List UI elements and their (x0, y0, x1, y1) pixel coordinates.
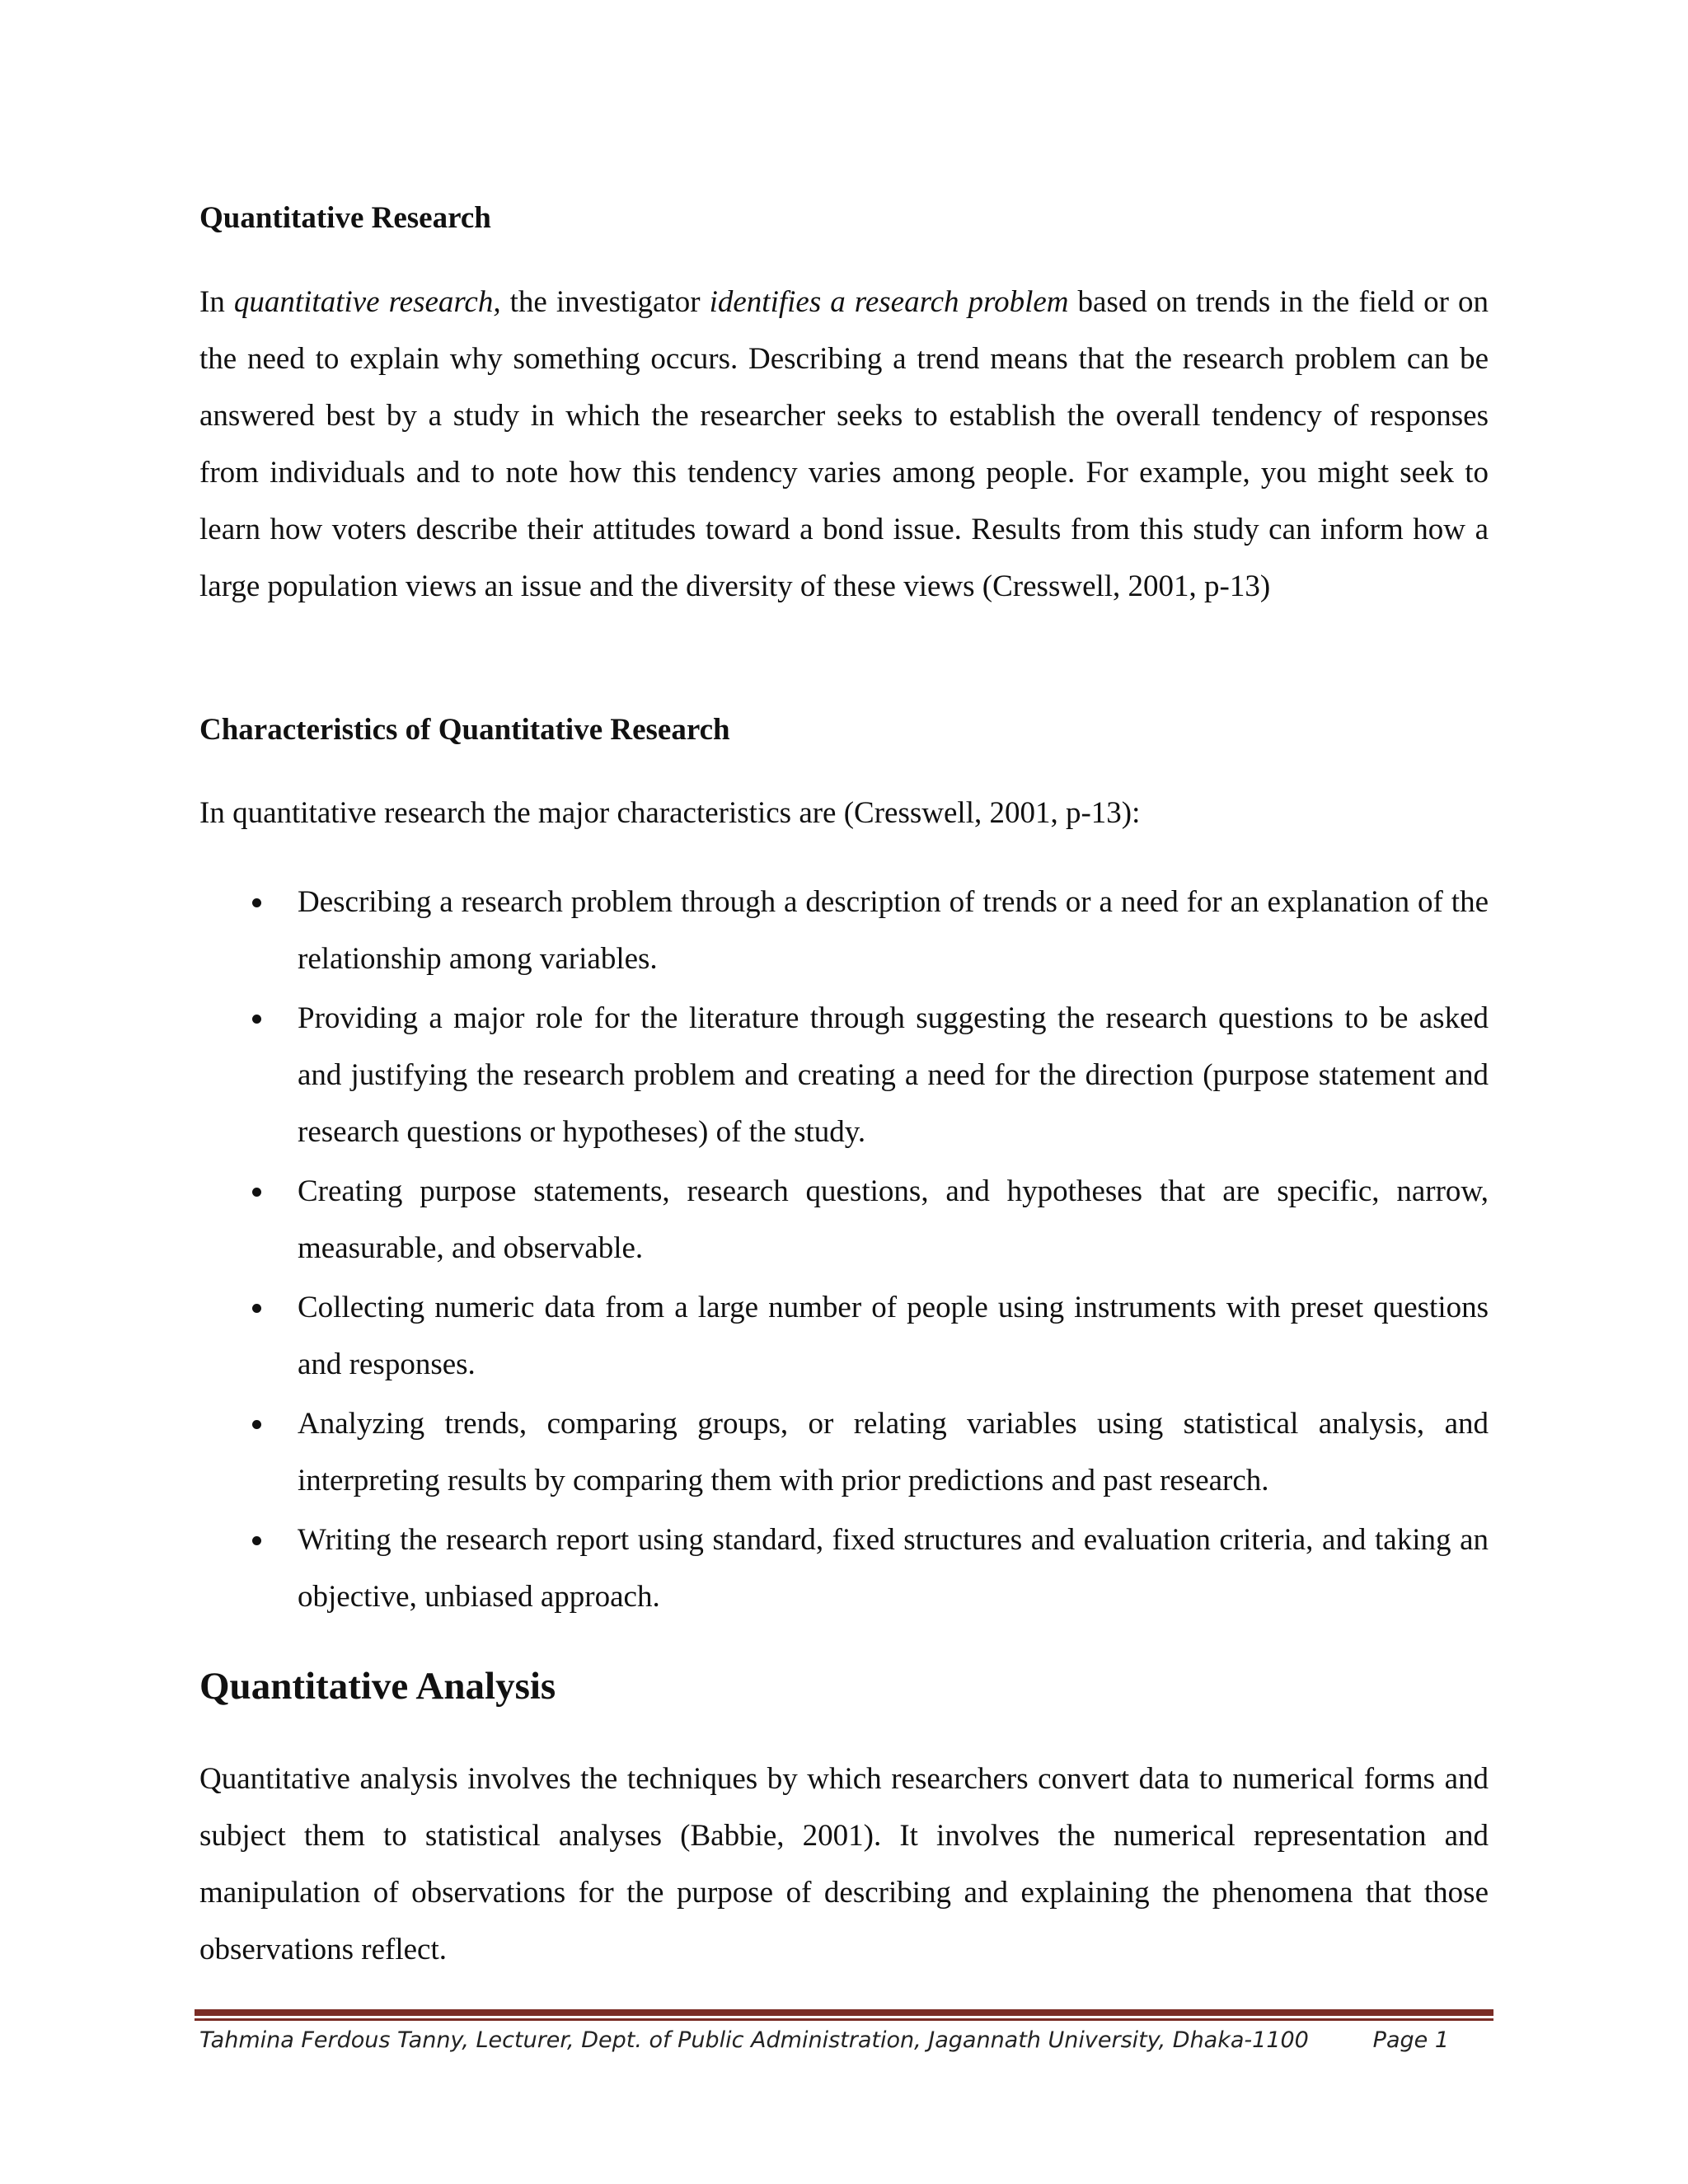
heading-quantitative-research: Quantitative Research (199, 201, 491, 235)
characteristics-intro: In quantitative research the major characteristics are (Cresswell, 2001, p-13): (199, 796, 1141, 830)
para-em-quantitative-research: quantitative research, (233, 285, 501, 319)
list-item (199, 1163, 1489, 1277)
bullet-icon (252, 1536, 261, 1545)
footer-author: Tahmina Ferdous Tanny, Lecturer, Dept. of Public Administration, Jagannath University, Dhaka-1100 (199, 2027, 1309, 2053)
bullet-icon (252, 1188, 261, 1197)
list-item (199, 990, 1489, 1160)
heading-quantitative-analysis: Quantitative Analysis (199, 1665, 556, 1708)
document-page (199, 0, 1489, 2184)
paragraph-quantitative-research (199, 274, 1489, 615)
list-item-text: Describing a research problem through a description of trends or a need for an explanation of the relationship among variables. (298, 885, 1489, 976)
para-text-2: the investigator (500, 285, 710, 319)
footer-rule-thin (195, 2018, 1493, 2021)
footer-page-number: Page 1 (1372, 2027, 1449, 2053)
paragraph-quantitative-analysis: Quantitative analysis involves the techniques by which researchers convert data to numerical forms and subject them to statistical analyses (Babbie, 2001). It involves the numerical representation and manipulation of observations for the purpose of describing and explaining the phenomena that those observations reflect. (199, 1762, 1489, 1966)
para-text-3: based on trends in the field or on the need to explain why something occurs. Describing a trend means that the research problem can be answered best by a study in which the researcher seeks to establish the overall tendency of responses from individuals and to note how this tendency varies among people. For example, you might seek to learn how voters describe their attitudes toward a bond issue. Results from this study can inform how a large population views an issue and the diversity of these views (Cresswell, 2001, p-13) (199, 285, 1489, 603)
heading-characteristics: Characteristics of Quantitative Research (199, 713, 730, 747)
para-text-1: In (199, 285, 234, 319)
list-item (199, 874, 1489, 987)
list-item-text: Writing the research report using standard, fixed structures and evaluation criteria, and taking an objective, unbiased approach. (298, 1523, 1489, 1614)
bullet-icon (252, 1015, 261, 1024)
characteristics-list (199, 874, 1489, 1628)
footer-rule-thick (195, 2009, 1493, 2016)
list-item-text: Creating purpose statements, research questions, and hypotheses that are specific, narrow, measurable, and observable. (298, 1174, 1489, 1265)
list-item (199, 1511, 1489, 1625)
bullet-icon (252, 898, 261, 907)
bullet-icon (252, 1304, 261, 1313)
bullet-icon (252, 1420, 261, 1429)
list-item (199, 1279, 1489, 1393)
list-item-text: Analyzing trends, comparing groups, or relating variables using statistical analysis, and interpreting results by comparing them with prior predictions and past research. (298, 1407, 1489, 1497)
para-em-identifies-problem: identifies a research problem (709, 285, 1069, 319)
list-item-text: Providing a major role for the literature through suggesting the research questions to be asked and justifying the research problem and creating a need for the direction (purpose statement and research questions or hypotheses) of the study. (298, 1001, 1489, 1149)
list-item-text: Collecting numeric data from a large number of people using instruments with preset questions and responses. (298, 1291, 1489, 1381)
list-item (199, 1395, 1489, 1509)
